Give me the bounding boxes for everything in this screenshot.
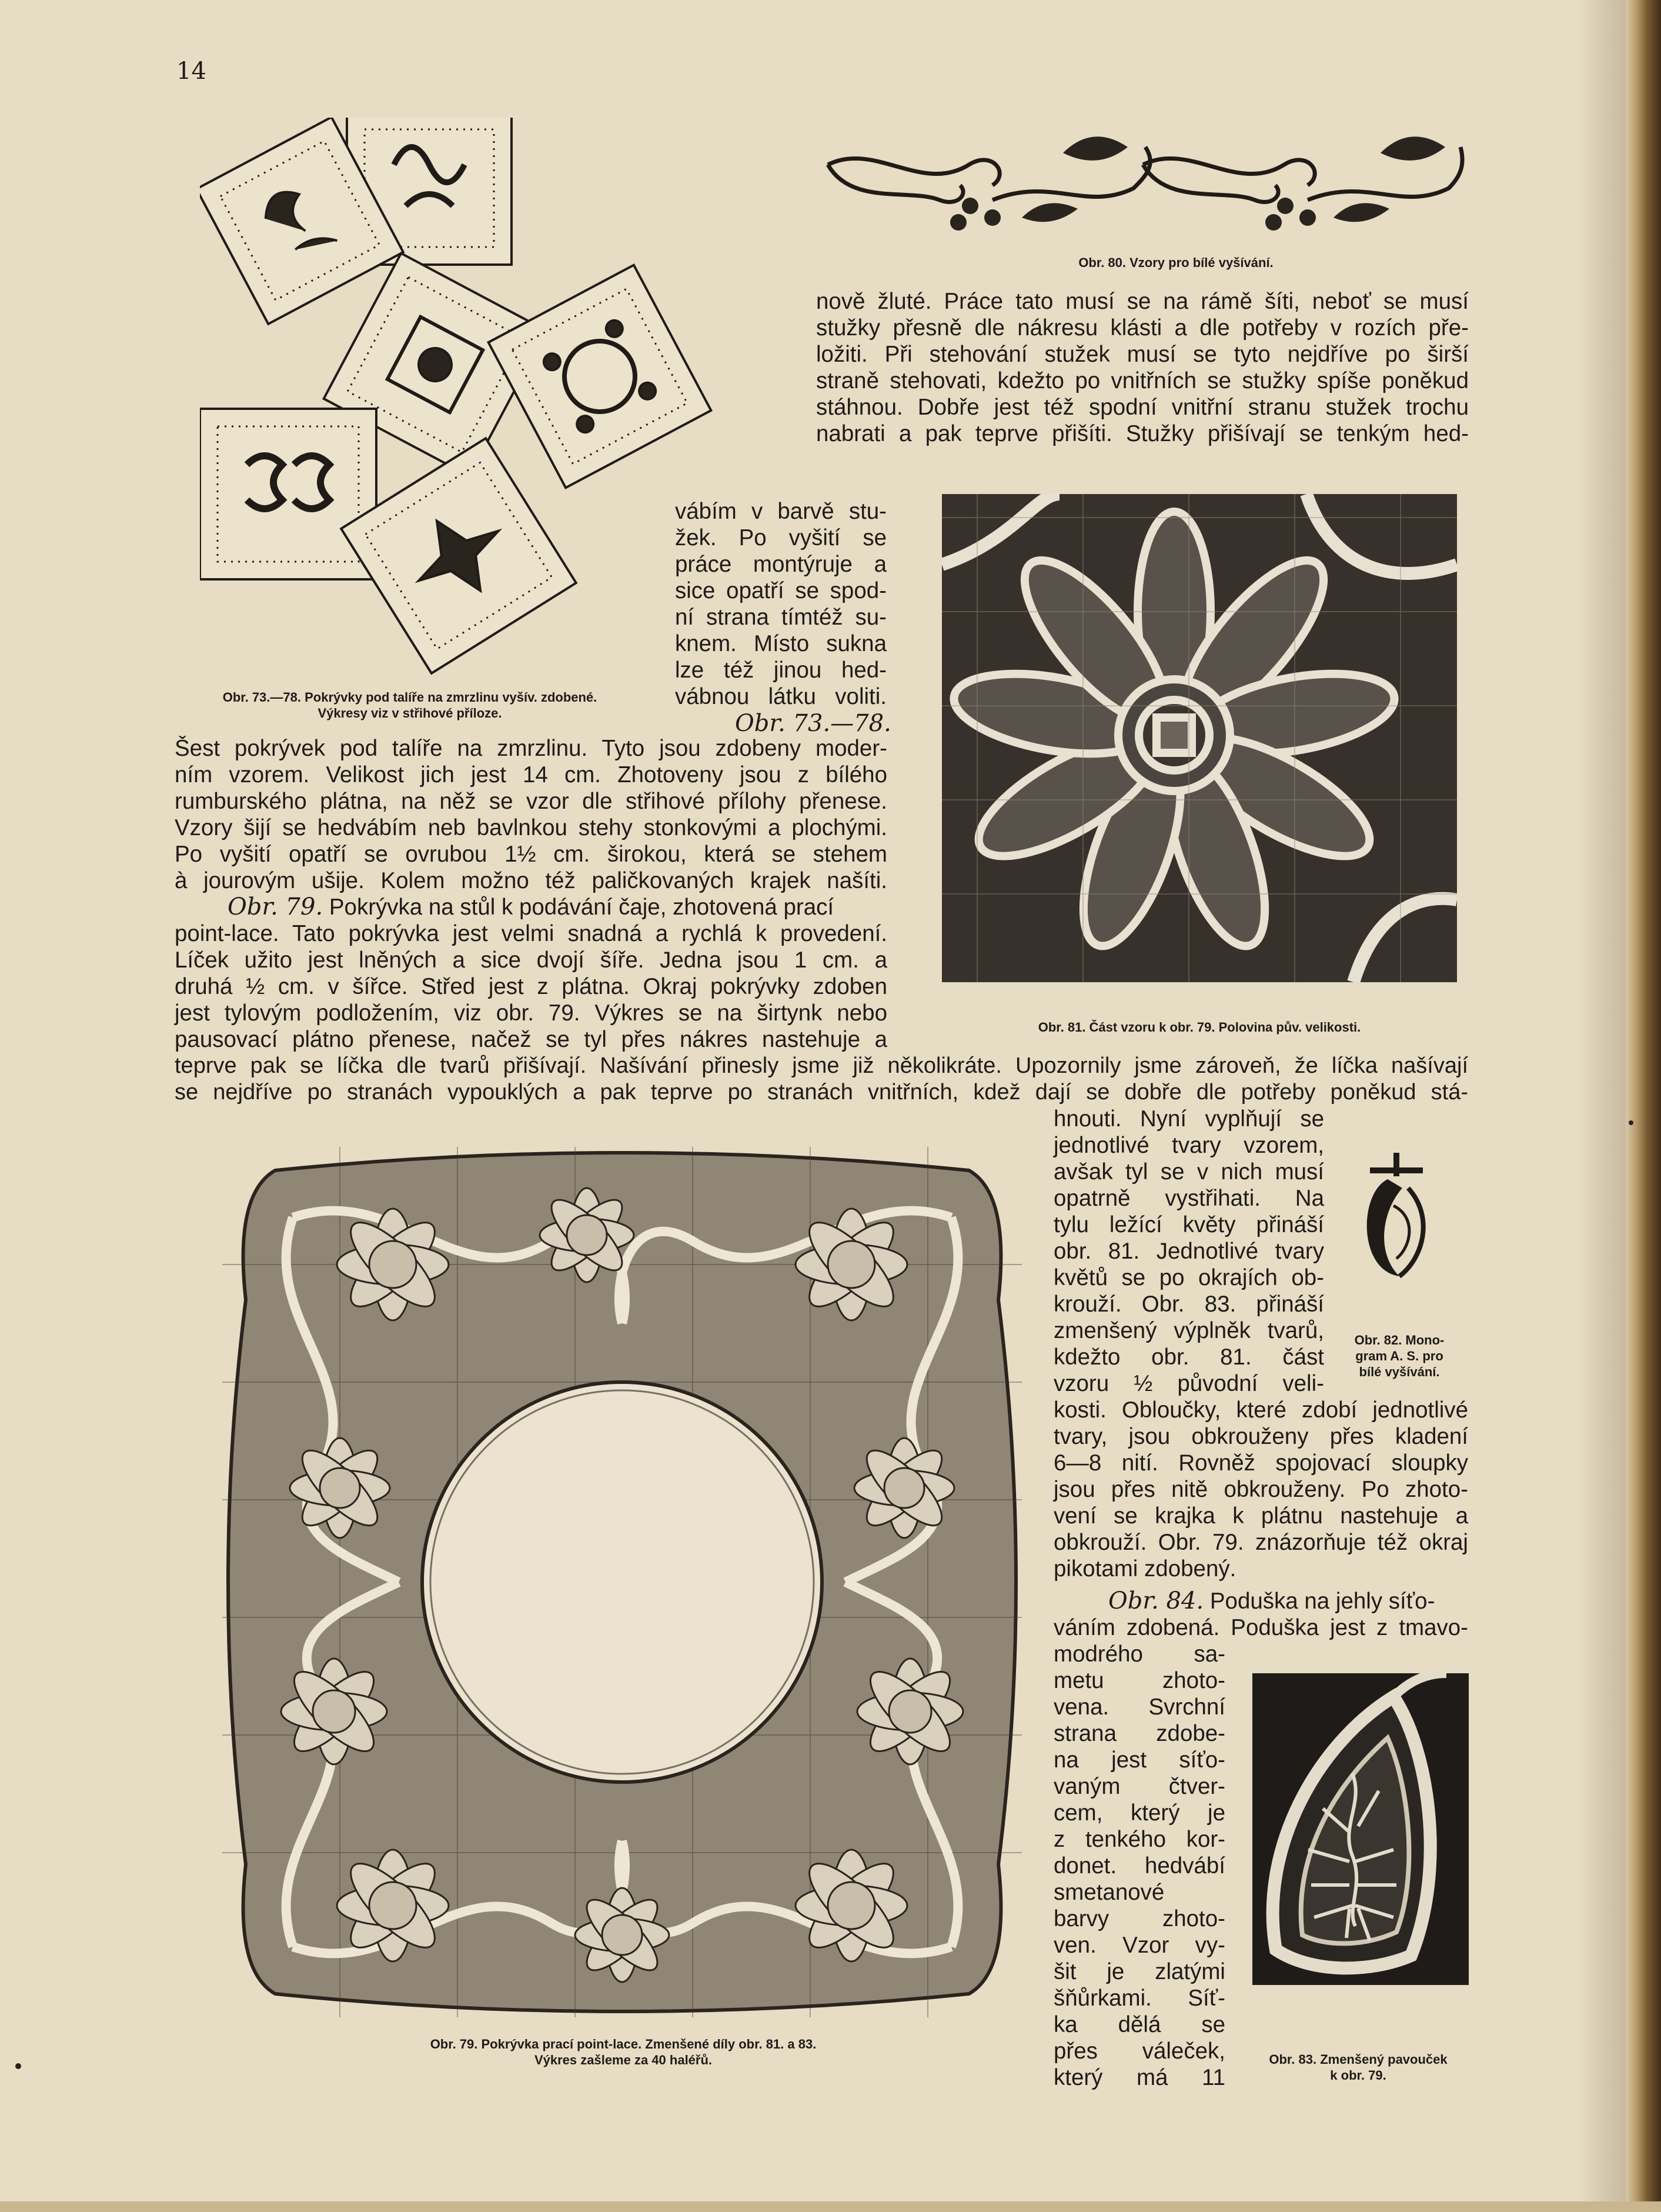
obr-84-label: Obr. 84. [1108,1587,1204,1614]
text-line [1108,1588,1468,1614]
text-line: vzoru ½ původní veli- [1054,1371,1324,1396]
text-line: straně stehovati, kdežto po vnitřních se stužky spíše poněkud [816,368,1469,393]
ink-speck [15,2063,21,2069]
text-line: jednotlivé tvary vzorem, [1054,1133,1324,1158]
caption-line: Obr. 83. Zmenšený pavouček [1269,2052,1448,2067]
text-line: modrého sa- [1054,1642,1225,1667]
text-line: sice opatří se spod- [675,578,887,603]
text-line: rumburského plátna, na něž se vzor dle střihové přílohy přenese. [175,789,887,814]
caption-line: Výkresy viz v střihové příloze. [318,706,502,720]
text-line: barvy zhoto- [1054,1906,1225,1931]
caption-fig-82 [1330,1332,1469,1380]
text-line: se nejdříve po stranách vypouklých a pak teprve po stranách vnitřních, kdež dají se dobře dle potřeby poněkud stá- [175,1080,1468,1105]
ink-speck [1629,1120,1633,1125]
caption-line: Obr. 73.—78. Pokrývky pod talíře na zmrzlinu vyšív. zdobené. [222,690,597,705]
book-spine [1626,0,1661,2212]
text-line: vábím v barvě stu- [675,499,887,524]
lace-flower [854,1438,954,1538]
paragraph-obr-79-first-line [228,894,887,920]
coaster-tile [200,409,376,579]
text-line: stáhnou. Dobře jest též spodní vnitřní stranu stužek trochu [816,395,1469,420]
text-line: knem. Místo sukna [675,631,887,656]
text-line: nově žluté. Práce tato musí se na rámě šíti, neboť se musí [816,289,1469,314]
caption-line: Výkres zašleme za 40 haléřů. [534,2053,713,2067]
caption-line: Obr. 79. Pokrývka prací point-lace. Zmenšené díly obr. 81. a 83. [430,2037,817,2051]
lace-flower [337,1209,449,1320]
text-line: opatrně vystřihati. Na [1054,1186,1324,1211]
text-line: vení se krajka k plátnu nastehuje a [1054,1503,1468,1529]
figure-lace-spider-photo [1252,1673,1469,1985]
paragraph-right-column-84 [1054,1641,1225,2091]
text-line: point-lace. Tato pokrývka jest velmi snadná a rychlá k provedení. [175,921,887,946]
text-line: šit je zlatými [1054,1959,1225,1984]
text-line: donet. hedvábí [1054,1853,1225,1879]
text-line: vábnou látku voliti. [675,684,887,709]
paragraph-right-narrow [1054,1106,1324,1397]
text-line: Líček užito jest lněných a sice dvojí šíře. Jedna jsou 1 cm. a [175,947,887,973]
text-line: kdežto obr. 81. část [1054,1344,1324,1370]
lace-spider-photo [1252,1673,1469,1985]
caption-fig-83 [1241,2051,1476,2083]
lace-flower-photo [942,494,1457,982]
text-line: práce montýruje a [675,552,887,577]
paragraph-obr-73-78 [175,735,887,894]
text-line: Po vyšití opatří se ovrubou 1½ cm. širokou, která se stehem [175,842,887,867]
lace-flower [796,1850,907,1961]
figure-lace-photo [942,494,1457,982]
text-line: přes váleček, [1054,2038,1225,2064]
lace-flower [290,1438,390,1538]
text-line: z tenkého kor- [1054,1827,1225,1852]
text-line: pikotami zdobený. [1054,1556,1236,1582]
text-line: teprve pak se líčka dle tvarů přišívají. Našívání přinesly jsme již několikráte. Upozornily jsme zároveň, že líčka našívají [175,1053,1468,1078]
heading-obr-73-78: Obr. 73.—78. [735,710,891,737]
text-line: à jourovým ušije. Kolem možno též paličkovaných krajek našíti. [175,868,887,893]
text-line: žek. Po vyšití se [675,525,887,551]
lace-flower [540,1188,634,1282]
text-run: Pokrývka na stůl k podávání čaje, zhotovená prací [329,895,834,920]
text-line: avšak tyl se v nich musí [1054,1159,1324,1185]
paragraph-obr-79 [175,920,887,1053]
text-line: Šest pokrývek pod talíře na zmrzlinu. Tyto jsou zdobeny moder- [175,736,887,761]
caption-fig-80: Obr. 80. Vzory pro bílé vyšívání. [1078,255,1274,270]
paragraph-full-width [175,1053,1468,1106]
caption-fig-81: Obr. 81. Část vzoru k obr. 79. Polovina pův. velikosti. [1038,1020,1361,1035]
text-line: hnouti. Nyní vyplňují se [1054,1106,1324,1132]
text-line: krouží. Obr. 83. přináší [1054,1292,1324,1317]
text-line: obkrouží. Obr. 79. znázorňuje též okraj [1054,1530,1468,1555]
text-line: cem, který je [1054,1800,1225,1826]
figure-lace-doily [222,1147,1022,2017]
paragraph-middle-narrow [675,498,887,710]
monogram-as-illustration [1352,1153,1441,1288]
text-line: smetanové [1054,1880,1165,1905]
spine-shadow [1579,0,1626,2212]
text-line: druhá ½ cm. v šířce. Střed jest z plátna. Okraj pokrývky zdoben [175,974,887,999]
text-line: pausovací plátno přenese, načež se tyl přes nákres nastehuje a [175,1027,887,1052]
lace-flower [281,1659,387,1764]
paragraph-top-right [816,288,1469,447]
text-line: Vzory šijí se hedvábím neb bavlnkou stehy stonkovými a plochými. [175,815,887,840]
page-number: 14 [176,58,206,85]
paragraph-right-wide [1054,1397,1468,1582]
text-line: tvary, jsou obkrouženy přes kladení [1054,1424,1468,1449]
text-line: ven. Vzor vy- [1054,1933,1225,1958]
text-line: tylu ležící květy přináší [1054,1212,1324,1237]
figure-embroidery-border [816,129,1470,241]
text-line: který má 11 [1054,2065,1225,2090]
text-line: lze též jinou hed- [675,658,887,683]
caption-line: k obr. 79. [1330,2068,1386,2083]
text-line: metu zhoto- [1054,1668,1225,1693]
text-line: vaným čtver- [1054,1774,1225,1799]
text-line: 6—8 nití. Rovněž spojovací sloupky [1054,1450,1468,1476]
doily-illustration [222,1147,1022,2017]
text-line: květů se po okrajích ob- [1054,1265,1324,1290]
text-line: stužky přesně dle nákresu klásti a dle potřeby v rozích pře- [816,315,1469,341]
text-line: ním vzorem. Velikost jich jest 14 cm. Zhotoveny jsou z bílého [175,762,887,788]
coaster-tile [489,265,711,488]
caption-fig-73-78 [175,689,645,721]
caption-line: gram A. S. pro [1355,1349,1443,1363]
text-line: váním zdobená. Poduška jest z tmavo- [1054,1615,1468,1640]
text-line: na jest síťo- [1054,1747,1225,1773]
paragraph-obr-84-second-line [1054,1614,1468,1641]
text-line: kosti. Obloučky, které zdobí jednotlivé [1054,1397,1468,1423]
text-line: ka dělá se [1054,2012,1225,2037]
lace-flower [796,1209,907,1320]
text-line: vena. Svrchní [1054,1694,1225,1720]
caption-fig-79 [306,2036,941,2068]
text-line: zmenšený výplněk tvarů, [1054,1318,1324,1343]
bottom-edge [0,2201,1661,2212]
caption-line: Obr. 82. Mono- [1354,1333,1445,1347]
text-line: obr. 81. Jednotlivé tvary [1054,1239,1324,1264]
text-line: nabrati a pak teprve přišíti. Stužky přišívají se tenkým hed- [816,421,1469,446]
text-line: strana zdobe- [1054,1721,1225,1746]
text-line: jest tylovým podložením, viz obr. 79. Výkres se na širtynk nebo [175,1000,887,1026]
obr-79-label: Obr. 79. [228,893,323,920]
border-motif-illustration [816,129,1470,241]
figure-monogram [1352,1153,1441,1288]
lace-flower [575,1888,669,1982]
paragraph-obr-84-first-line [1108,1588,1468,1614]
lace-flower [857,1659,963,1764]
text-line: ložiti. Při stehování stužek musí se tyto nejdříve po širší [816,342,1469,367]
text-line: ní strana tímtéž su- [675,605,887,630]
lace-flower [337,1850,449,1961]
caption-line: bílé vyšívání. [1359,1364,1440,1379]
text-run: Poduška na jehly síťo- [1209,1589,1435,1614]
text-line: šňůrkami. Síť- [1054,1986,1225,2011]
text-line [228,894,887,920]
text-line: jsou přes nitě obkrouženy. Po zhoto- [1054,1477,1468,1502]
